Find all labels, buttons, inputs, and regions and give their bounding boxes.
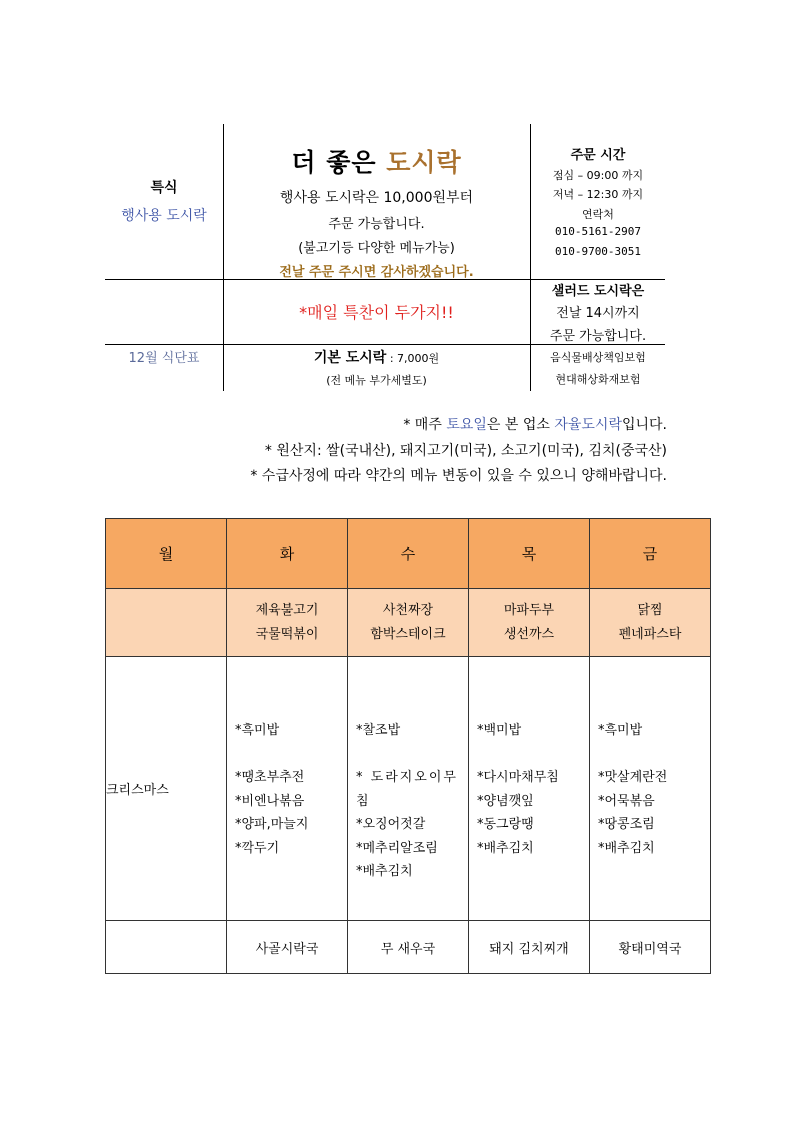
- side-item: *어묵볶음: [598, 793, 655, 809]
- special-title: 특식: [150, 180, 178, 196]
- order-time-title: 주문 시간: [570, 148, 626, 163]
- table-header-row: [106, 519, 711, 589]
- vat-note: (전 메뉴 부가세별도): [326, 374, 427, 387]
- soup-row: [106, 921, 711, 974]
- side-item: *동그랑땡: [477, 817, 534, 832]
- day-header-thu: 목: [469, 519, 590, 589]
- insurance-line2: 현대해상화재보험: [555, 373, 641, 386]
- month-label: 12월 식단표: [128, 351, 200, 366]
- side-item: *다시마채무침: [477, 770, 559, 785]
- special-thu: [469, 589, 590, 657]
- side-item: *양파,마늘지: [235, 817, 309, 832]
- special-item: 마파두부: [503, 602, 555, 618]
- basic-price: : 7,000원: [386, 352, 440, 365]
- main-tue: [227, 657, 348, 921]
- brand-title-part1: 더 좋은: [291, 148, 387, 177]
- special-item: 제육불고기: [255, 602, 319, 618]
- side-item: *오징어젓갈: [356, 817, 426, 832]
- day-header-tue: 화: [227, 519, 348, 589]
- contact-label: 연락처: [582, 208, 614, 221]
- event-lunchbox-label: 행사용 도시락: [121, 208, 207, 224]
- weekly-menu-table: [105, 518, 711, 974]
- phone-2: 010-9700-3051: [554, 245, 642, 258]
- special-tue: [227, 589, 348, 657]
- side-item: *양념깻잎: [477, 793, 534, 809]
- phone-1: 010-5161-2907: [554, 225, 642, 238]
- note-text: * 매주: [403, 417, 447, 433]
- side-item: *땅콩조림: [598, 817, 655, 832]
- rice-item: *흑미밥: [598, 723, 643, 738]
- main-fri: [590, 657, 711, 921]
- special-item: 펜네파스타: [618, 626, 682, 642]
- monday-holiday: 크리스마스: [106, 657, 227, 921]
- soup-tue: 사골시락국: [227, 921, 348, 974]
- soup-thu: 돼지 김치찌개: [469, 921, 590, 974]
- rice-item: *백미밥: [477, 723, 522, 738]
- soup-wed: 무 새우국: [348, 921, 469, 974]
- salad-line2: 전날 14시까지: [556, 306, 640, 321]
- side-item: *땡초부추전: [235, 770, 305, 785]
- event-line4: 전날 주문 주시면 감사하겠습니다.: [279, 265, 474, 280]
- event-line3: (불고기등 다양한 메뉴가능): [298, 241, 455, 256]
- special-mon: [106, 589, 227, 657]
- order-lunch: 점심 – 09:00 까지: [552, 169, 644, 182]
- main-wed: [348, 657, 469, 921]
- note-saturday: [403, 414, 667, 434]
- note-supply: * 수급사정에 따라 약간의 메뉴 변동이 있을 수 있으니 양해바랍니다.: [250, 468, 667, 484]
- divider: [105, 344, 665, 345]
- note-highlight-saturday: 토요일: [446, 417, 487, 433]
- side-item: *깍두기: [235, 840, 280, 856]
- main-thu: [469, 657, 590, 921]
- side-item: *비엔나볶음: [235, 793, 305, 809]
- special-item: 생선까스: [503, 626, 555, 642]
- side-item: *배추김치: [598, 840, 655, 856]
- soup-fri: 황태미역국: [590, 921, 711, 974]
- note-highlight-free-lunch: 자율도시락: [554, 417, 622, 433]
- rice-item: *흑미밥: [235, 723, 280, 738]
- day-header-mon: 월: [106, 519, 227, 589]
- special-item: 닭찜: [637, 602, 663, 618]
- order-dinner: 저녁 – 12:30 까지: [552, 188, 644, 201]
- event-line1: 행사용 도시락은 10,000원부터: [279, 190, 474, 206]
- special-item: 국물떡볶이: [255, 626, 319, 642]
- daily-special-note: *매일 특찬이 두가지!!: [299, 303, 454, 322]
- special-item: 함박스테이크: [370, 626, 446, 642]
- note-text: 입니다.: [621, 417, 667, 433]
- soup-mon: [106, 921, 227, 974]
- special-fri: [590, 589, 711, 657]
- side-item: *배추김치: [477, 840, 534, 856]
- salad-line3: 주문 가능합니다.: [549, 329, 647, 344]
- event-line2: 주문 가능합니다.: [328, 217, 425, 232]
- day-header-fri: 금: [590, 519, 711, 589]
- brand-title: [223, 143, 530, 179]
- side-item: * 도라지오이무침: [356, 770, 458, 809]
- special-item: 사천짜장: [382, 602, 434, 618]
- special-wed: [348, 589, 469, 657]
- note-origin: * 원산지: 쌀(국내산), 돼지고기(미국), 소고기(미국), 김치(중국산): [264, 443, 667, 459]
- side-item: *맛살계란전: [598, 770, 668, 785]
- side-item: *배추김치: [356, 864, 413, 879]
- salad-line1: 샐러드 도시락은: [551, 284, 645, 299]
- day-header-wed: 수: [348, 519, 469, 589]
- note-text: 은 본 업소: [486, 417, 555, 433]
- basic-label: 기본 도시락: [313, 350, 387, 366]
- rice-item: *찰조밥: [356, 723, 401, 738]
- side-item: *메추리알조림: [356, 840, 438, 856]
- basic-lunchbox: [223, 347, 530, 367]
- special-row: [106, 589, 711, 657]
- insurance-line1: 음식물배상책임보험: [550, 351, 646, 364]
- main-menu-row: [106, 657, 711, 921]
- brand-title-part2: 도시락: [386, 148, 462, 177]
